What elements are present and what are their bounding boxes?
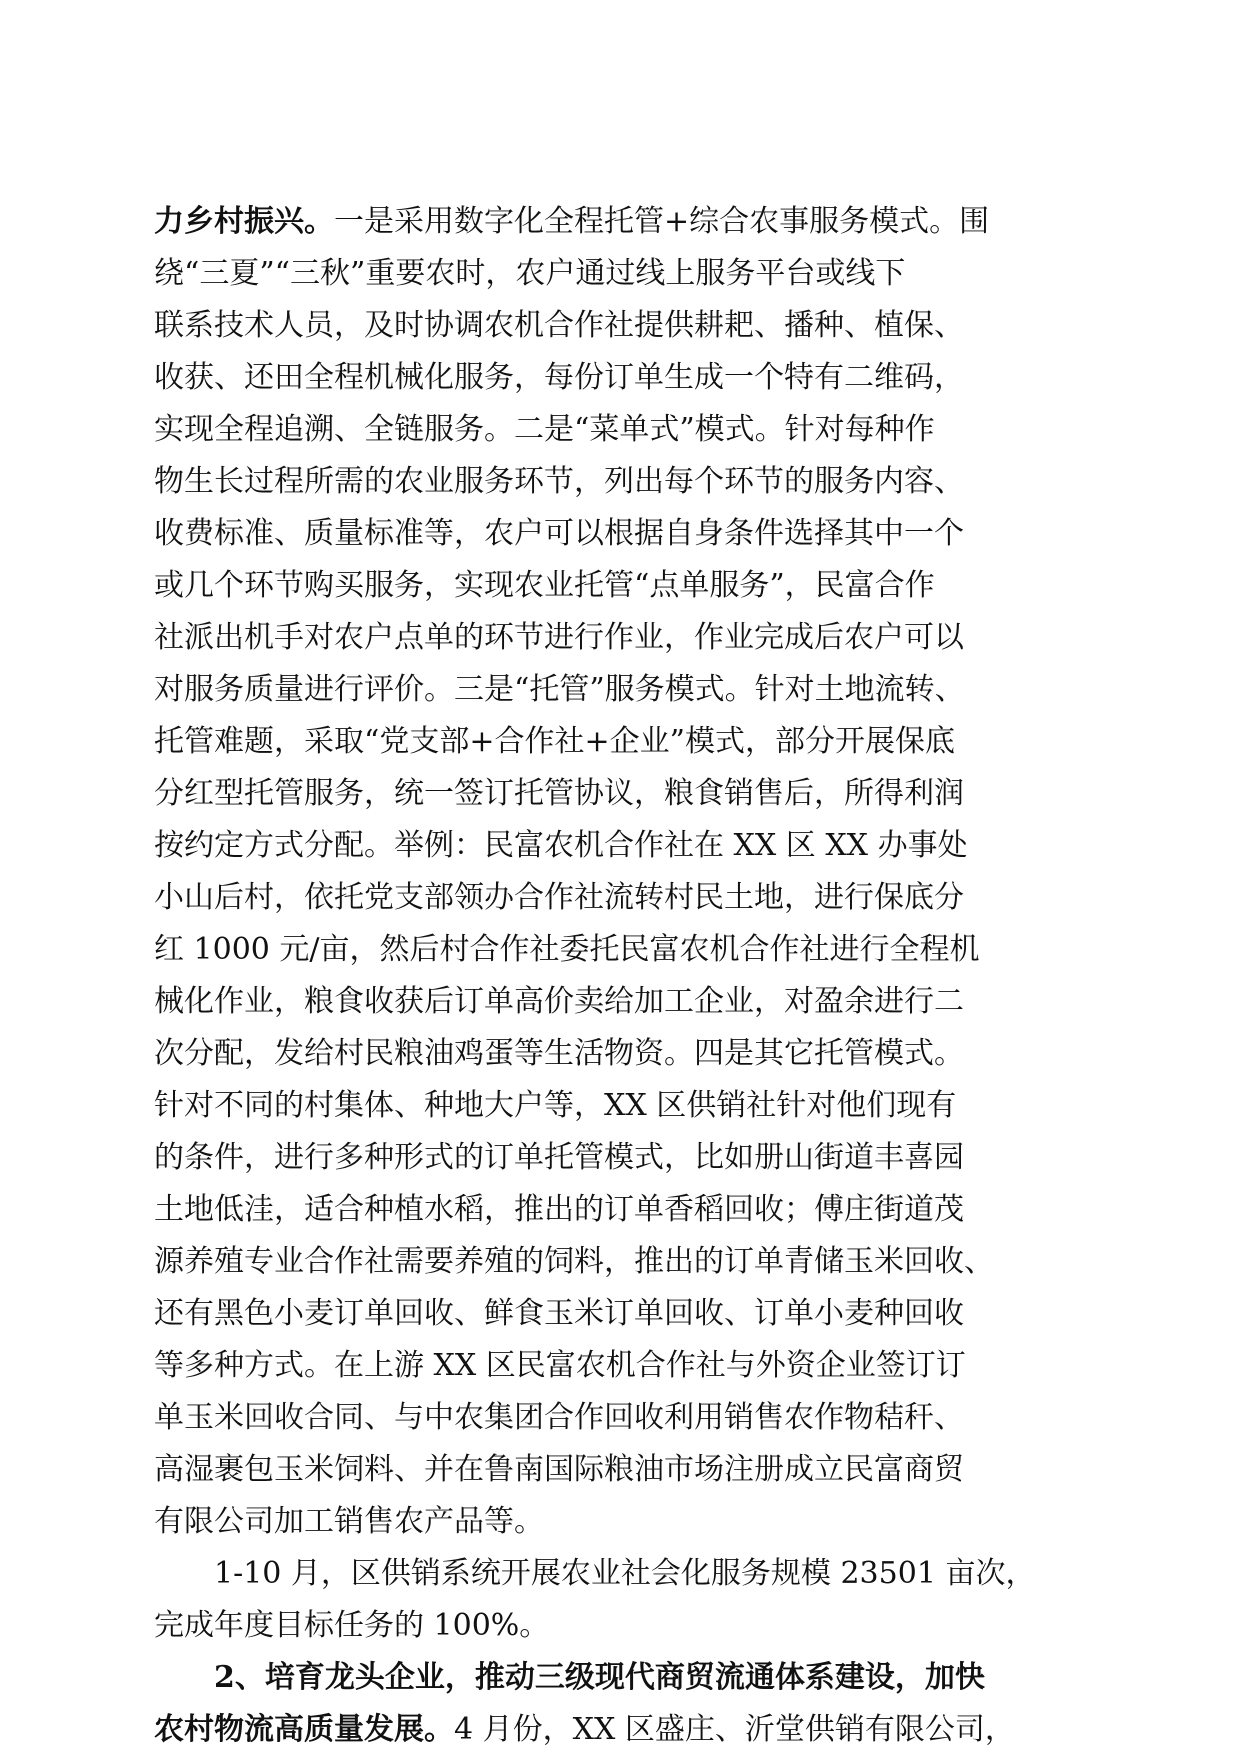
document-body bbox=[154, 196, 1094, 1756]
text-line: 小山后村，依托党支部领办合作社流转村民土地，进行保底分 bbox=[154, 880, 964, 915]
section-heading-line: 2、培育龙头企业，推动三级现代商贸流通体系建设，加快 bbox=[214, 1660, 985, 1695]
text-line: 的条件，进行多种形式的订单托管模式，比如册山街道丰喜园 bbox=[154, 1140, 964, 1175]
text-line: 高湿裹包玉米饲料、并在鲁南国际粮油市场注册成立民富商贸 bbox=[154, 1452, 964, 1487]
text-line: 托管难题，采取“党支部+合作社+企业”模式，部分开展保底 bbox=[154, 724, 955, 759]
paragraph-logistics-heading bbox=[154, 1652, 1094, 1756]
text-line: 分红型托管服务，统一签订托管协议，粮食销售后，所得利润 bbox=[154, 776, 964, 811]
text-line: 联系技术人员，及时协调农机合作社提供耕耙、播种、植保、 bbox=[154, 308, 964, 343]
text-line: 土地低洼，适合种植水稻，推出的订单香稻回收；傅庄街道茂 bbox=[154, 1192, 964, 1227]
text-line: 绕“三夏”“三秋”重要农时，农户通过线上服务平台或线下 bbox=[154, 256, 906, 291]
bold-heading-tail: 力乡村振兴。 bbox=[154, 204, 334, 239]
text-line: 有限公司加工销售农产品等。 bbox=[154, 1504, 544, 1539]
paragraph-service-scale bbox=[154, 1548, 1094, 1652]
text-line: 按约定方式分配。举例：民富农机合作社在 XX 区 XX 办事处 bbox=[154, 828, 968, 863]
text-line: 针对不同的村集体、种地大户等，XX 区供销社针对他们现有 bbox=[154, 1088, 957, 1123]
text-line: 等多种方式。在上游 XX 区民富农机合作社与外资企业签订订 bbox=[154, 1348, 966, 1383]
section-heading-tail: 农村物流高质量发展。 bbox=[154, 1712, 454, 1747]
text-line: 还有黑色小麦订单回收、鲜食玉米订单回收、订单小麦种回收 bbox=[154, 1296, 964, 1331]
text-line: 或几个环节购买服务，实现农业托管“点单服务”，民富合作 bbox=[154, 568, 935, 603]
text-segment: 一是采用数字化全程托管+综合农事服务模式。围 bbox=[334, 204, 990, 239]
text-line: 实现全程追溯、全链服务。二是“菜单式”模式。针对每种作 bbox=[154, 412, 935, 447]
text-line: 源养殖专业合作社需要养殖的饲料，推出的订单青储玉米回收、 bbox=[154, 1244, 994, 1279]
text-segment: 4 月份，XX 区盛庄、沂堂供销有限公司， bbox=[454, 1712, 1015, 1747]
text-line: 械化作业，粮食收获后订单高价卖给加工企业，对盈余进行二 bbox=[154, 984, 964, 1019]
text-line: 对服务质量进行评价。三是“托管”服务模式。针对土地流转、 bbox=[154, 672, 965, 707]
text-line: 收费标准、质量标准等，农户可以根据自身条件选择其中一个 bbox=[154, 516, 964, 551]
text-line: 物生长过程所需的农业服务环节，列出每个环节的服务内容、 bbox=[154, 464, 964, 499]
paragraph-agricultural-service-models bbox=[154, 196, 1094, 1548]
text-line: 1-10 月，区供销系统开展农业社会化服务规模 23501 亩次， bbox=[214, 1556, 1036, 1591]
text-line: 单玉米回收合同、与中农集团合作回收利用销售农作物秸秆、 bbox=[154, 1400, 964, 1435]
text-line: 完成年度目标任务的 100%。 bbox=[154, 1608, 550, 1643]
text-line bbox=[154, 1704, 1094, 1756]
text-line: 收获、还田全程机械化服务，每份订单生成一个特有二维码， bbox=[154, 360, 964, 395]
text-line: 社派出机手对农户点单的环节进行作业，作业完成后农户可以 bbox=[154, 620, 964, 655]
text-line: 次分配，发给村民粮油鸡蛋等生活物资。四是其它托管模式。 bbox=[154, 1036, 964, 1071]
text-line: 红 1000 元/亩，然后村合作社委托民富农机合作社进行全程机 bbox=[154, 932, 980, 967]
text-line bbox=[154, 196, 1094, 248]
